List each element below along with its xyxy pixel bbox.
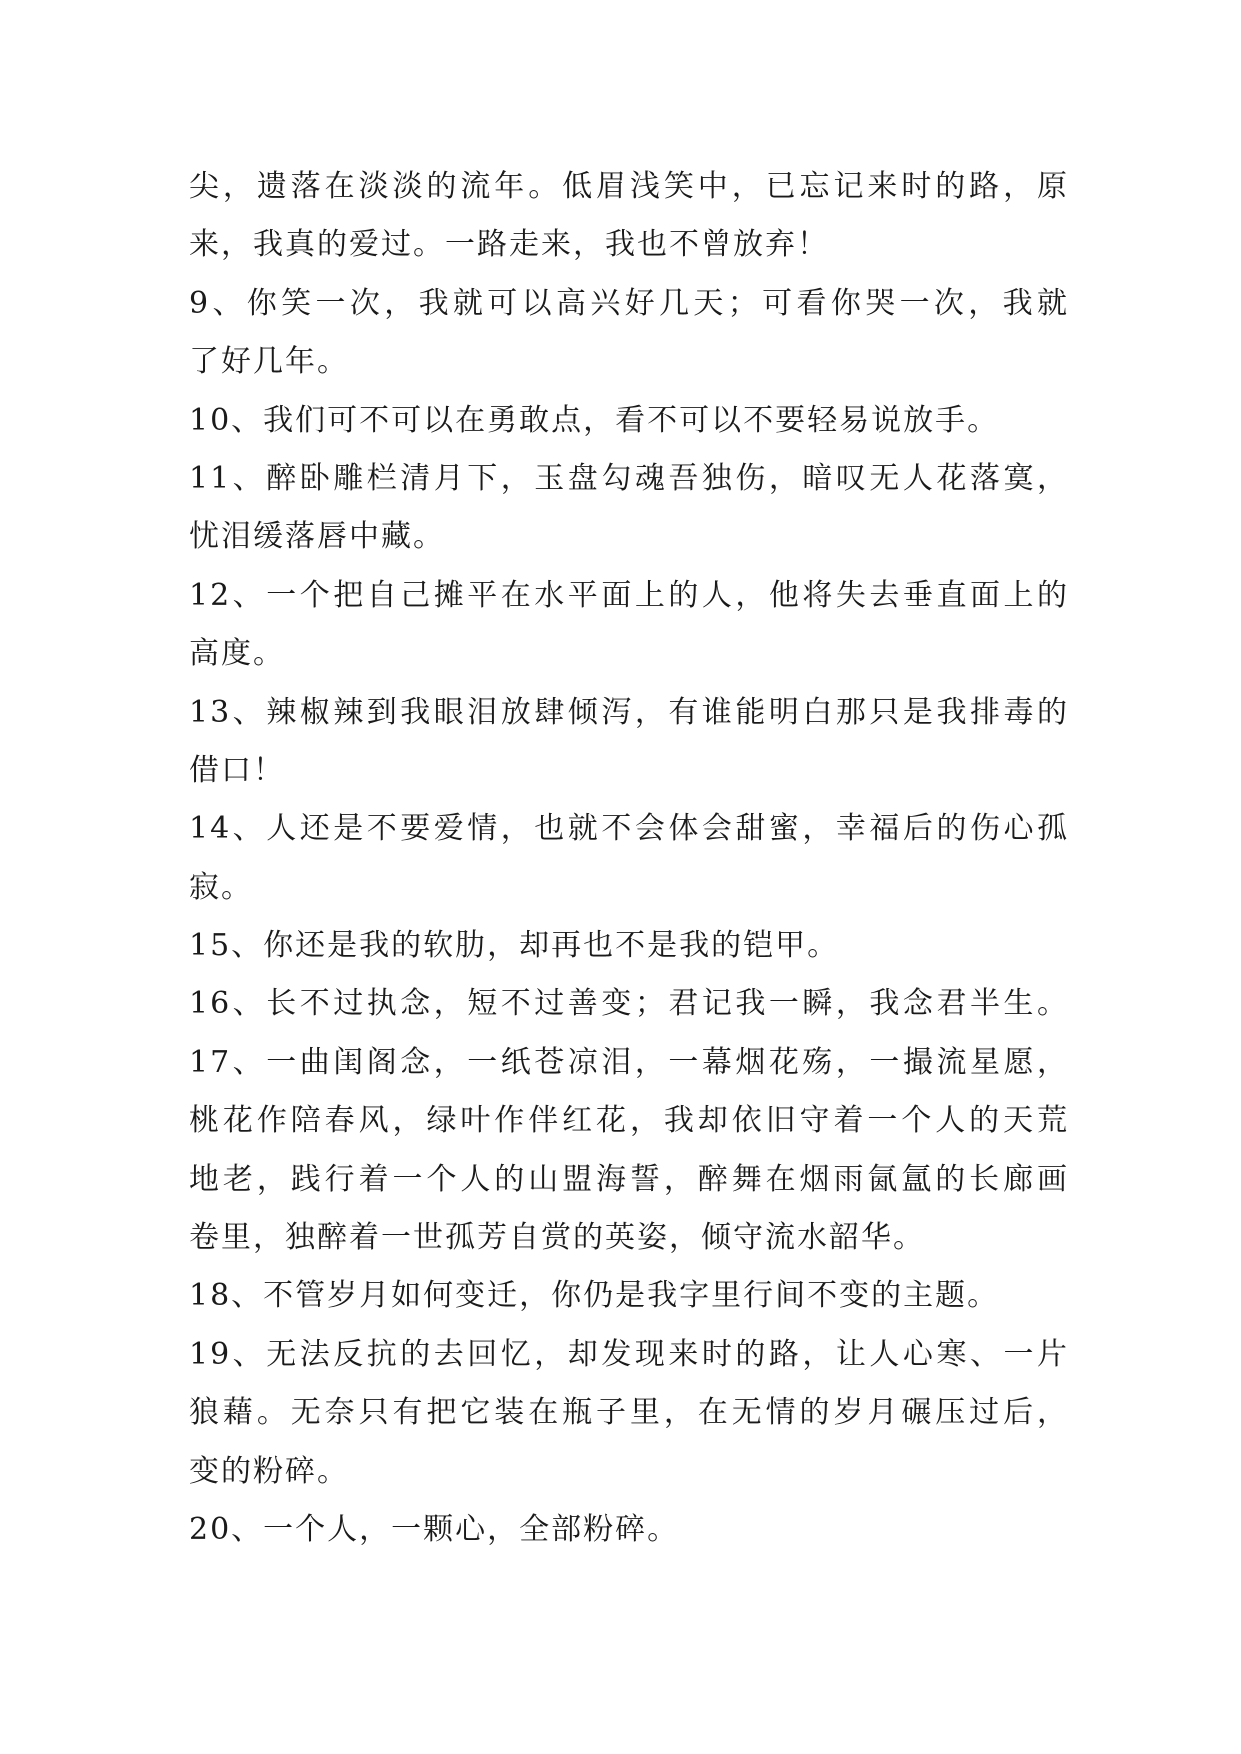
text-line: 11、醉卧雕栏清月下，玉盘勾魂吾独伤，暗叹无人花落寞， xyxy=(189,460,1069,496)
text-line: 14、人还是不要爱情，也就不会体会甜蜜，幸福后的伤心孤 xyxy=(189,811,1069,847)
text-line: 17、一曲闺阁念，一纸苍凉泪，一幕烟花殇，一撮流星愿， xyxy=(189,1044,1069,1080)
text-line: 16、长不过执念，短不过善变；君记我一瞬，我念君半生。 xyxy=(189,986,1069,1022)
document-body xyxy=(189,158,1069,1559)
text-line: 高度。 xyxy=(189,636,285,672)
text-line: 地老，践行着一个人的山盟海誓，醉舞在烟雨氤氲的长廊画 xyxy=(189,1161,1069,1197)
text-line: 桃花作陪春风，绿叶作伴红花，我却依旧守着一个人的天荒 xyxy=(189,1103,1069,1139)
text-line: 15、你还是我的软肋，却再也不是我的铠甲。 xyxy=(189,928,840,964)
text-line: 9、你笑一次，我就可以高兴好几天；可看你哭一次，我就 xyxy=(189,285,1069,321)
text-line: 20、一个人，一颗心，全部粉碎。 xyxy=(189,1511,680,1547)
text-line: 狼藉。无奈只有把它装在瓶子里，在无情的岁月碾压过后， xyxy=(189,1395,1069,1431)
text-line: 卷里，独醉着一世孤芳自赏的英姿，倾守流水韶华。 xyxy=(189,1220,925,1256)
text-line: 19、无法反抗的去回忆，却发现来时的路，让人心寒、一片 xyxy=(189,1336,1069,1372)
text-line: 13、辣椒辣到我眼泪放肆倾泻，有谁能明白那只是我排毒的 xyxy=(189,694,1069,730)
text-line: 12、一个把自己摊平在水平面上的人，他将失去垂直面上的 xyxy=(189,577,1069,613)
text-line: 忧泪缓落唇中藏。 xyxy=(189,519,445,555)
text-line: 来，我真的爱过。一路走来，我也不曾放弃！ xyxy=(189,227,829,263)
text-line: 了好几年。 xyxy=(189,344,349,380)
text-line: 尖，遗落在淡淡的流年。低眉浅笑中，已忘记来时的路，原 xyxy=(189,169,1069,204)
text-line: 10、我们可不可以在勇敢点，看不可以不要轻易说放手。 xyxy=(189,402,1000,438)
text-line: 寂。 xyxy=(189,869,253,905)
text-line: 借口！ xyxy=(189,752,285,788)
text-line: 18、不管岁月如何变迁，你仍是我字里行间不变的主题。 xyxy=(189,1278,1000,1314)
text-line: 变的粉碎。 xyxy=(189,1453,349,1489)
